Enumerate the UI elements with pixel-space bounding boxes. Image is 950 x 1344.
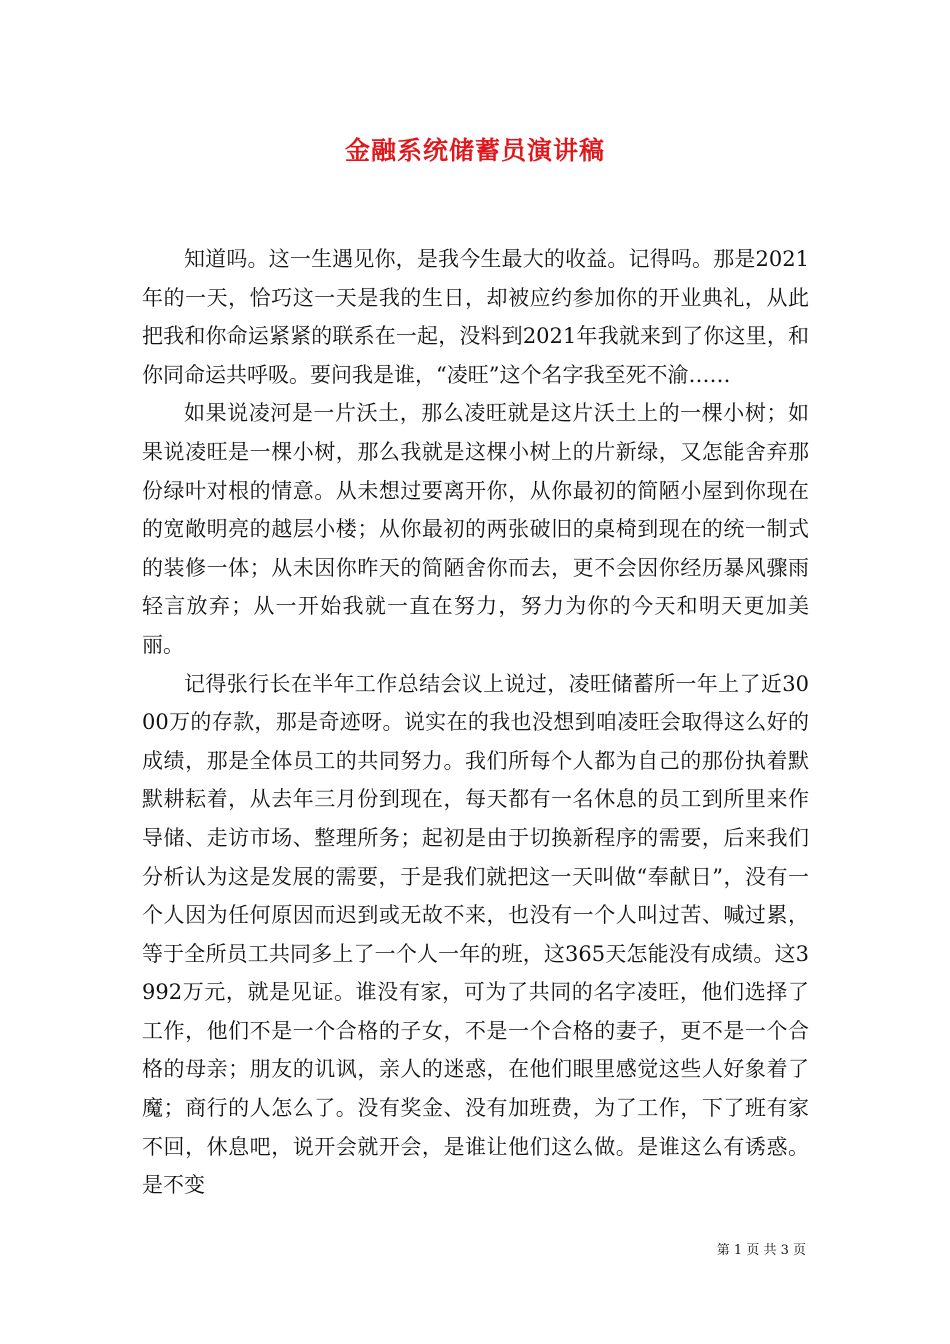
page-number-indicator: 第 1 页 共 3 页	[716, 1243, 806, 1258]
paragraph-3: 记得张行长在半年工作总结会议上说过，凌旺储蓄所一年上了近3000万的存款，那是奇迹呀。说实在的我也没想到咱凌旺会取得这么好的成绩，那是全体员工的共同努力。我们所每个人都为自己的那份执着默默耕耘着，从去年三月份到现在，每天都有一名休息的员工到所里来作导储、走访市场、整理所务；起初是由于切换新程序的需要，后来我们分析认为这是发展的需要，于是我们就把这一天叫做“奉献日”，没有一个人因为任何原因而迟到或无故不来，也没有一个人叫过苦、喊过累，等于全所员工共同多上了一个人一年的班，这365天怎能没有成绩。这3992万元，就是见证。谁没有家，可为了共同的名字凌旺，他们选择了工作，他们不是一个合格的子女，不是一个合格的妻子，更不是一个合格的母亲；朋友的讥讽，亲人的迷惑，在他们眼里感觉这些人好象着了魔；商行的人怎么了。没有奖金、没有加班费，为了工作，下了班有家不回，休息吧，说开会就开会，是谁让他们这么做。是谁这么有诱惑。是不变	[142, 671, 809, 1198]
document-body	[142, 240, 809, 1205]
paragraph-1: 知道吗。这一生遇见你，是我今生最大的收益。记得吗。那是2021年的一天，恰巧这一天是我的生日，却被应约参加你的开业典礼，从此把我和你命运紧紧的联系在一起，没料到2021年我就来到了你这里，和你同命运共呼吸。要问我是谁，“凌旺”这个名字我至死不渝……	[142, 247, 809, 387]
paragraph-2: 如果说凌河是一片沃土，那么凌旺就是这片沃土上的一棵小树；如果说凌旺是一棵小树，那么我就是这棵小树上的片新绿，又怎能舍弃那份绿叶对根的情意。从未想过要离开你，从你最初的简陋小屋到你现在的宽敞明亮的越层小楼；从你最初的两张破旧的桌椅到现在的统一制式的装修一体；从未因你昨天的简陋舍你而去，更不会因你经历暴风骤雨轻言放弃；从一开始我就一直在努力，努力为你的今天和明天更加美丽。	[142, 401, 809, 657]
document-title: 金融系统储蓄员演讲稿	[344, 136, 605, 165]
